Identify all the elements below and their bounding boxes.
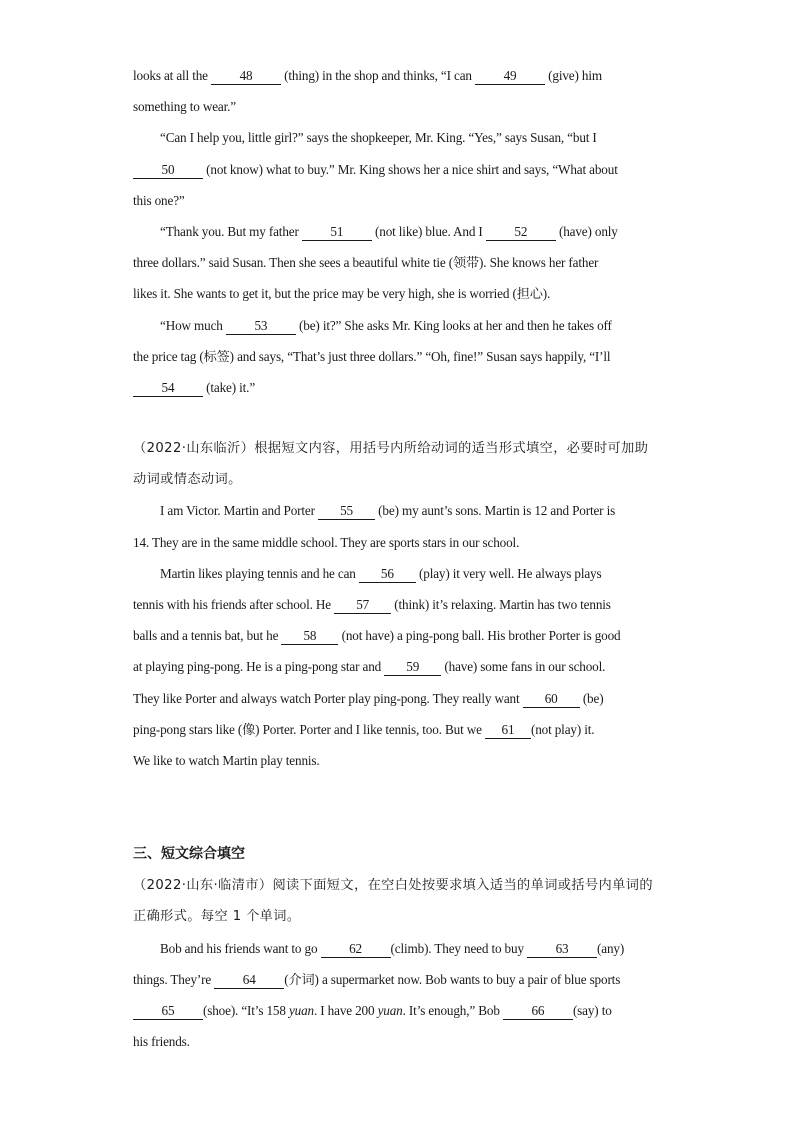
passage-line (133, 964, 663, 995)
blank-48[interactable]: 48 (211, 69, 281, 85)
text: Martin likes playing tennis and he can (160, 565, 359, 581)
text: things. They’re (133, 971, 215, 987)
blank-50[interactable]: 50 (133, 163, 203, 179)
text: (not like) blue. And I (371, 223, 486, 239)
blank-64[interactable]: 64 (214, 973, 284, 989)
text: (be) my aunt’s sons. Martin is 12 and Porter is (375, 503, 616, 519)
passage-line (133, 310, 663, 341)
passage-line (133, 558, 663, 589)
text: Bob and his friends want to go (160, 940, 321, 956)
text: “How much (160, 317, 226, 333)
text: (any) (597, 940, 625, 956)
text: (play) it very well. He always plays (415, 565, 602, 581)
passage-line (133, 60, 663, 91)
spacer (133, 776, 663, 839)
blank-57[interactable]: 57 (334, 598, 391, 614)
blank-58[interactable]: 58 (281, 629, 338, 645)
passage-line (133, 714, 663, 745)
document-page (133, 60, 663, 1057)
passage-line: likes it. She wants to get it, but the price may be very high, she is worried (担心). (133, 286, 551, 302)
text: They like Porter and always watch Porter play ping-pong. They really want (133, 690, 523, 706)
passage-line: 14. They are in the same middle school. They are sports stars in our school. (133, 534, 520, 550)
text: (have) only (555, 223, 618, 239)
text: (think) it’s relaxing. Martin has two tennis (391, 597, 611, 612)
text: (not know) what to buy.” Mr. King shows her a nice shirt and says, “What about (203, 161, 618, 177)
passage-line (133, 589, 663, 620)
text: at playing ping-pong. He is a ping-pong star and (133, 659, 385, 675)
spacer (133, 403, 663, 433)
text: (介词) a supermarket now. Bob wants to buy a pair of blue sports (284, 971, 621, 987)
text: (be) it?” She asks Mr. King looks at her and then he takes off (295, 317, 612, 333)
question-instruction: （2022·山东临沂）根据短文内容，用括号内所给动词的适当形式填空，必要时可加助 (133, 441, 649, 457)
blank-56[interactable]: 56 (359, 567, 416, 583)
passage-line (133, 154, 663, 185)
passage-line: “Can I help you, little girl?” says the shopkeeper, Mr. King. “Yes,” says Susan, “but I (160, 130, 597, 146)
text: ping-pong stars like (像) Porter. Porter and I like tennis, too. But we (133, 721, 485, 737)
italic-text: yuan (377, 1002, 403, 1018)
text: (thing) in the shop and thinks, “I can (281, 68, 476, 83)
text: (not play) it. (530, 721, 595, 737)
passage-line (133, 683, 663, 714)
blank-51[interactable]: 51 (302, 225, 372, 241)
passage-line (133, 651, 663, 682)
passage-line: this one?” (133, 192, 185, 208)
text: (shoe). “It’s 158 (203, 1002, 289, 1018)
blank-59[interactable]: 59 (384, 660, 441, 676)
text: (be) (579, 690, 604, 706)
passage-line: three dollars.” said Susan. Then she sees a beautiful white tie (领带). She knows her father (133, 255, 599, 271)
text: . It’s enough,” Bob (402, 1002, 503, 1018)
passage-line (133, 620, 663, 651)
passage-line (133, 933, 663, 964)
text: . I have 200 (313, 1002, 378, 1018)
passage-line (133, 216, 663, 247)
blank-65[interactable]: 65 (133, 1004, 203, 1020)
passage-line: his friends. (133, 1034, 190, 1050)
passage-line (133, 995, 663, 1026)
blank-61[interactable]: 61 (485, 723, 531, 739)
blank-62[interactable]: 62 (321, 942, 391, 958)
blank-54[interactable]: 54 (133, 381, 203, 397)
question-instruction: 正确形式。每空 1 个单词。 (133, 909, 301, 925)
text: (climb). They need to buy (390, 940, 528, 956)
text: balls and a tennis bat, but he (133, 628, 282, 644)
passage-line: the price tag (标签) and says, “That’s just three dollars.” “Oh, fine!” Susan says happily, “I’ll (133, 348, 611, 364)
text: looks at all the (133, 68, 212, 83)
blank-53[interactable]: 53 (226, 319, 296, 335)
text: “Thank you. But my father (160, 223, 302, 239)
text: (have) some fans in our school. (441, 659, 606, 675)
text: (give) him (545, 68, 602, 83)
blank-55[interactable]: 55 (318, 504, 375, 520)
passage-line: We like to watch Martin play tennis. (133, 752, 320, 768)
passage-line (133, 372, 663, 403)
blank-63[interactable]: 63 (527, 942, 597, 958)
passage-line: something to wear.” (133, 99, 236, 115)
italic-text: yuan (288, 1002, 314, 1018)
text: (say) to (572, 1002, 612, 1018)
passage-line (133, 495, 663, 526)
text: tennis with his friends after school. He (133, 597, 335, 612)
text: (take) it.” (203, 379, 256, 395)
text: I am Victor. Martin and Porter (160, 503, 319, 519)
question-instruction: （2022·山东·临清市）阅读下面短文，在空白处按要求填入适当的单词或括号内单词的 (133, 878, 653, 894)
text: (not have) a ping-pong ball. His brother Porter is good (338, 628, 621, 644)
blank-52[interactable]: 52 (486, 225, 556, 241)
blank-49[interactable]: 49 (475, 69, 545, 85)
section-heading: 三、短文综合填空 (133, 846, 245, 863)
question-instruction: 动词或情态动词。 (133, 472, 242, 488)
blank-66[interactable]: 66 (503, 1004, 573, 1020)
blank-60[interactable]: 60 (523, 692, 580, 708)
